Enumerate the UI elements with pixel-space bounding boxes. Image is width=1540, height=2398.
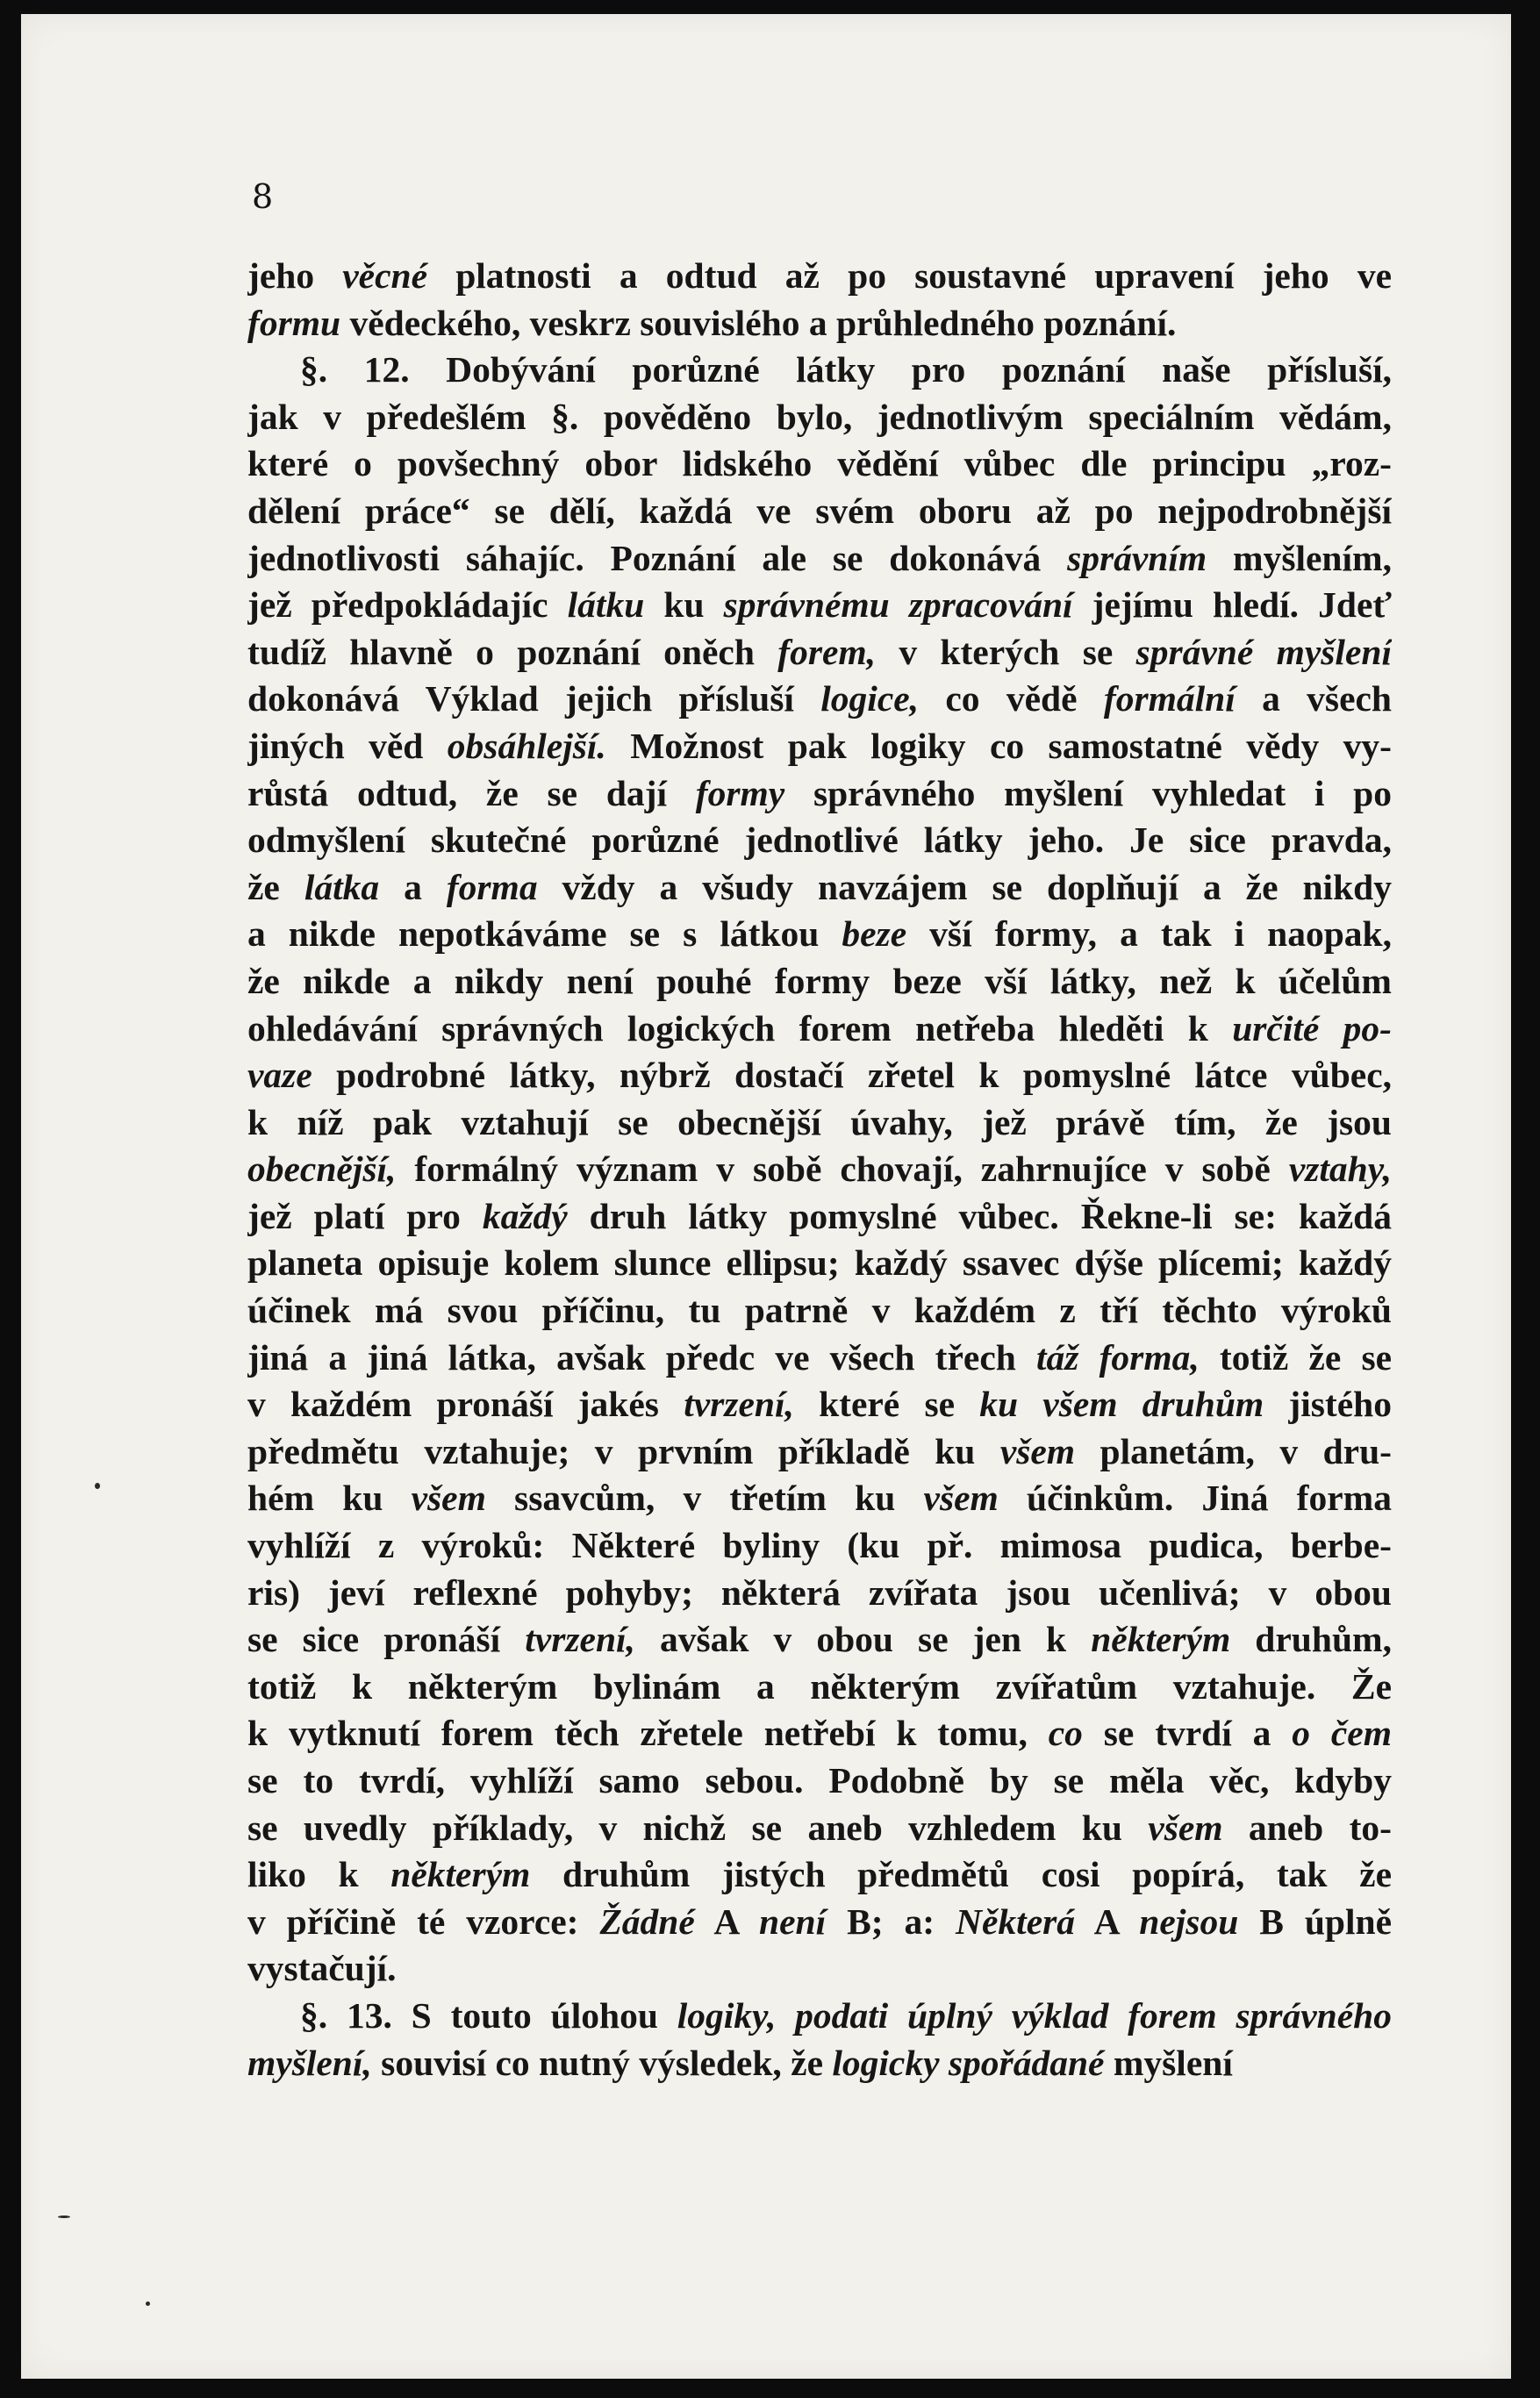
text-line xyxy=(247,535,1392,583)
text-line xyxy=(247,1240,1392,1287)
text-run: se uvedly příklady, v nichž se aneb vzhledem ku xyxy=(247,1807,1149,1848)
text-line xyxy=(247,1664,1392,1711)
emphasis-run: věcné xyxy=(342,255,428,296)
text-run: jeho xyxy=(247,255,343,296)
text-run: růstá odtud, že se dají xyxy=(247,772,696,813)
text-run: hém ku xyxy=(247,1478,412,1519)
emphasis-run: látku xyxy=(567,584,645,626)
text-line xyxy=(247,1428,1392,1476)
text-run: účinkům. Jiná forma xyxy=(998,1478,1392,1519)
emphasis-run: správnému zpracování xyxy=(723,584,1073,626)
text-run: vědeckého, veskrz souvislého a průhledného poznání. xyxy=(340,302,1177,343)
text-run: a nikde nepotkáváme se s látkou xyxy=(247,913,842,955)
text-line xyxy=(247,1710,1392,1757)
text-run: B úplně xyxy=(1238,1901,1392,1942)
text-run: jež platí pro xyxy=(247,1195,483,1236)
text-run: a xyxy=(379,866,447,907)
body-text xyxy=(247,253,1392,2087)
text-run: avšak v obou se jen k xyxy=(634,1619,1092,1660)
text-line xyxy=(247,770,1392,818)
text-line xyxy=(247,347,1392,394)
emphasis-run: některým xyxy=(1091,1619,1231,1660)
text-run: §. 12. Dobývání porůzné látky pro poznání naše přísluší, xyxy=(300,349,1392,390)
emphasis-run: formy xyxy=(695,772,785,813)
text-run: totiž že se xyxy=(1199,1336,1392,1378)
text-line xyxy=(247,864,1392,912)
emphasis-run: není xyxy=(759,1901,827,1942)
emphasis-run: logice, xyxy=(820,678,920,719)
text-line xyxy=(247,1851,1392,1899)
text-run: se sice pronáší xyxy=(247,1619,526,1660)
text-run: účinek má svou příčinu, tu patrně v každém z tří těchto výroků xyxy=(247,1290,1392,1331)
emphasis-run: správné myšlení xyxy=(1135,631,1392,672)
text-line xyxy=(247,911,1392,958)
emphasis-run: správním xyxy=(1067,537,1207,578)
text-run: které o povšechný obor lidského vědění vůbec dle principu „roz- xyxy=(247,443,1392,484)
text-line xyxy=(247,1945,1392,1993)
text-run: jistého xyxy=(1264,1384,1392,1425)
text-run: §. 13. S touto úlohou xyxy=(300,1994,677,2036)
text-run: jiná a jiná látka, avšak předc ve všech třech xyxy=(247,1336,1037,1378)
emphasis-run: obecnější, xyxy=(247,1149,397,1190)
text-line xyxy=(247,1006,1392,1053)
text-line xyxy=(247,582,1392,629)
emphasis-run: táž forma, xyxy=(1036,1336,1200,1378)
text-line xyxy=(247,488,1392,535)
text-line xyxy=(247,440,1392,488)
text-run: předmětu vztahuje; v prvním příkladě ku xyxy=(247,1430,1000,1471)
emphasis-run: všem xyxy=(1148,1807,1223,1848)
text-run: totiž k některým bylinám a některým zvířatům vztahuje. Že xyxy=(247,1665,1392,1707)
text-line xyxy=(247,817,1392,864)
text-run: ssavcům, v třetím ku xyxy=(485,1478,924,1519)
text-line xyxy=(247,1475,1392,1522)
text-line xyxy=(247,1570,1392,1617)
text-line xyxy=(247,253,1392,300)
book-page xyxy=(21,14,1511,2379)
emphasis-run: určité po- xyxy=(1232,1007,1392,1049)
emphasis-run: o čem xyxy=(1292,1713,1392,1754)
text-run: podrobné látky, nýbrž dostačí zřetel k pomyslné látce vůbec, xyxy=(312,1055,1392,1096)
text-run: se tvrdí a xyxy=(1082,1713,1293,1754)
text-run: myšlením, xyxy=(1207,537,1392,578)
text-line xyxy=(247,1146,1392,1193)
emphasis-run: všem xyxy=(411,1478,486,1519)
text-line xyxy=(247,1993,1392,2040)
emphasis-run: všem xyxy=(923,1478,999,1519)
text-run: aneb to- xyxy=(1222,1807,1392,1848)
emphasis-run: logicky spořádané xyxy=(832,2042,1105,2083)
scan-speck xyxy=(58,2215,70,2218)
text-run: A xyxy=(1075,1901,1140,1942)
emphasis-run: Žádné xyxy=(599,1901,695,1942)
text-run: dokonává Výklad jejich přísluší xyxy=(247,678,821,719)
text-line xyxy=(247,723,1392,770)
text-run: odmyšlení skutečné porůzné jednotlivé látky jeho. Je sice pravda, xyxy=(247,820,1392,861)
emphasis-run: všem xyxy=(999,1430,1076,1471)
page-number: 8 xyxy=(252,177,274,216)
emphasis-run: formu xyxy=(247,302,341,343)
emphasis-run: vaze xyxy=(247,1055,312,1096)
text-line xyxy=(247,1287,1392,1335)
text-run: planeta opisuje kolem slunce ellipsu; každý ssavec dýše plícemi; každý xyxy=(247,1242,1392,1284)
emphasis-run: logiky, podati úplný výklad forem správného xyxy=(677,1994,1392,2036)
emphasis-run: každý xyxy=(482,1195,568,1236)
text-run: liko k xyxy=(247,1854,391,1895)
emphasis-run: látka xyxy=(304,866,380,907)
text-line xyxy=(247,958,1392,1006)
emphasis-run: forem, xyxy=(777,631,877,672)
text-run: k vytknutí forem těch zřetele netřebí k tomu, xyxy=(247,1713,1049,1754)
text-line xyxy=(247,676,1392,723)
text-run: vyhlíží z výroků: Některé byliny (ku př. mimosa pudica, berbe- xyxy=(247,1525,1392,1566)
text-line xyxy=(247,2040,1392,2087)
text-line xyxy=(247,629,1392,676)
text-run: formálný význam v sobě chovají, zahrnujíce v sobě xyxy=(396,1149,1289,1190)
text-run: k níž pak vztahují se obecnější úvahy, jež právě tím, že jsou xyxy=(247,1101,1392,1142)
text-line xyxy=(247,1899,1392,1946)
emphasis-run: formální xyxy=(1103,678,1236,719)
text-run: že xyxy=(247,866,304,907)
text-run: v každém pronáší jakés xyxy=(247,1384,684,1425)
emphasis-run: ku všem druhům xyxy=(979,1384,1264,1425)
text-run: myšlení xyxy=(1104,2042,1233,2083)
emphasis-run: myšlení, xyxy=(247,2042,372,2083)
text-run: správného myšlení vyhledat i po xyxy=(784,772,1392,813)
text-run: jež předpokládajíc xyxy=(247,584,568,626)
emphasis-run: nejsou xyxy=(1139,1901,1239,1942)
text-run: B; a: xyxy=(826,1901,956,1942)
emphasis-run: beze xyxy=(842,913,907,955)
text-line xyxy=(247,1616,1392,1664)
text-run: v kterých se xyxy=(876,631,1136,672)
emphasis-run: některým xyxy=(390,1854,531,1895)
scan-speck xyxy=(146,2301,150,2306)
text-run: vší formy, a tak i naopak, xyxy=(906,913,1392,955)
text-run: ris) jeví reflexné pohyby; některá zvířata jsou učenlivá; v obou xyxy=(247,1571,1392,1613)
text-line xyxy=(247,1335,1392,1382)
text-line xyxy=(247,1052,1392,1099)
text-run: a všech xyxy=(1235,678,1392,719)
text-run: dělení práce“ se dělí, každá ve svém oboru až po nejpodrobnější xyxy=(247,490,1392,531)
text-run: tudíž hlavně o poznání oněch xyxy=(247,631,778,672)
scan-speck xyxy=(95,1483,100,1489)
emphasis-run: Některá xyxy=(956,1901,1076,1942)
text-run: Možnost pak logiky co samostatné vědy vy- xyxy=(605,725,1392,766)
emphasis-run: co xyxy=(1048,1713,1083,1754)
text-run: jiných věd xyxy=(247,725,448,766)
text-run: vždy a všudy navzájem se doplňují a že nikdy xyxy=(537,866,1392,907)
text-run: A xyxy=(694,1901,760,1942)
text-run: druhům, xyxy=(1230,1619,1392,1660)
text-line xyxy=(247,394,1392,441)
text-line xyxy=(247,1757,1392,1805)
text-run: druhům jistých předmětů cosi popírá, tak že xyxy=(530,1854,1392,1895)
emphasis-run: vztahy, xyxy=(1288,1149,1392,1190)
text-line xyxy=(247,1099,1392,1147)
text-run: jak v předešlém §. pověděno bylo, jednotlivým speciálním vědám, xyxy=(247,396,1392,437)
text-run: platnosti a odtud až po soustavné upravení jeho ve xyxy=(427,255,1392,296)
text-line xyxy=(247,300,1392,347)
text-run: které se xyxy=(793,1384,980,1425)
emphasis-run: tvrzení, xyxy=(525,1619,635,1660)
text-run: že nikde a nikdy není pouhé formy beze vší látky, než k účelům xyxy=(247,960,1392,1001)
text-run: v příčině té vzorce: xyxy=(247,1901,600,1942)
text-run: ku xyxy=(644,584,724,626)
text-run: jednotlivosti sáhajíc. Poznání ale se dokonává xyxy=(247,537,1068,578)
text-run: se to tvrdí, vyhlíží samo sebou. Podobně by se měla věc, kdyby xyxy=(247,1760,1392,1800)
emphasis-run: obsáhlejší. xyxy=(447,725,606,766)
text-line xyxy=(247,1522,1392,1570)
emphasis-run: tvrzení, xyxy=(684,1384,794,1425)
text-line xyxy=(247,1805,1392,1852)
emphasis-run: forma xyxy=(446,866,538,907)
text-run: planetám, v dru- xyxy=(1075,1430,1392,1471)
text-line xyxy=(247,1193,1392,1241)
text-run: jejímu hledí. Jdeť xyxy=(1072,584,1392,626)
text-run: druh látky pomyslné vůbec. Řekne-li se: každá xyxy=(567,1195,1392,1236)
text-run: souvisí co nutný výsledek, že xyxy=(371,2042,833,2083)
text-run: ohledávání správných logických forem netřeba hleděti k xyxy=(247,1007,1233,1049)
text-run: vystačují. xyxy=(247,1948,397,1989)
text-run: co vědě xyxy=(919,678,1104,719)
text-line xyxy=(247,1381,1392,1428)
